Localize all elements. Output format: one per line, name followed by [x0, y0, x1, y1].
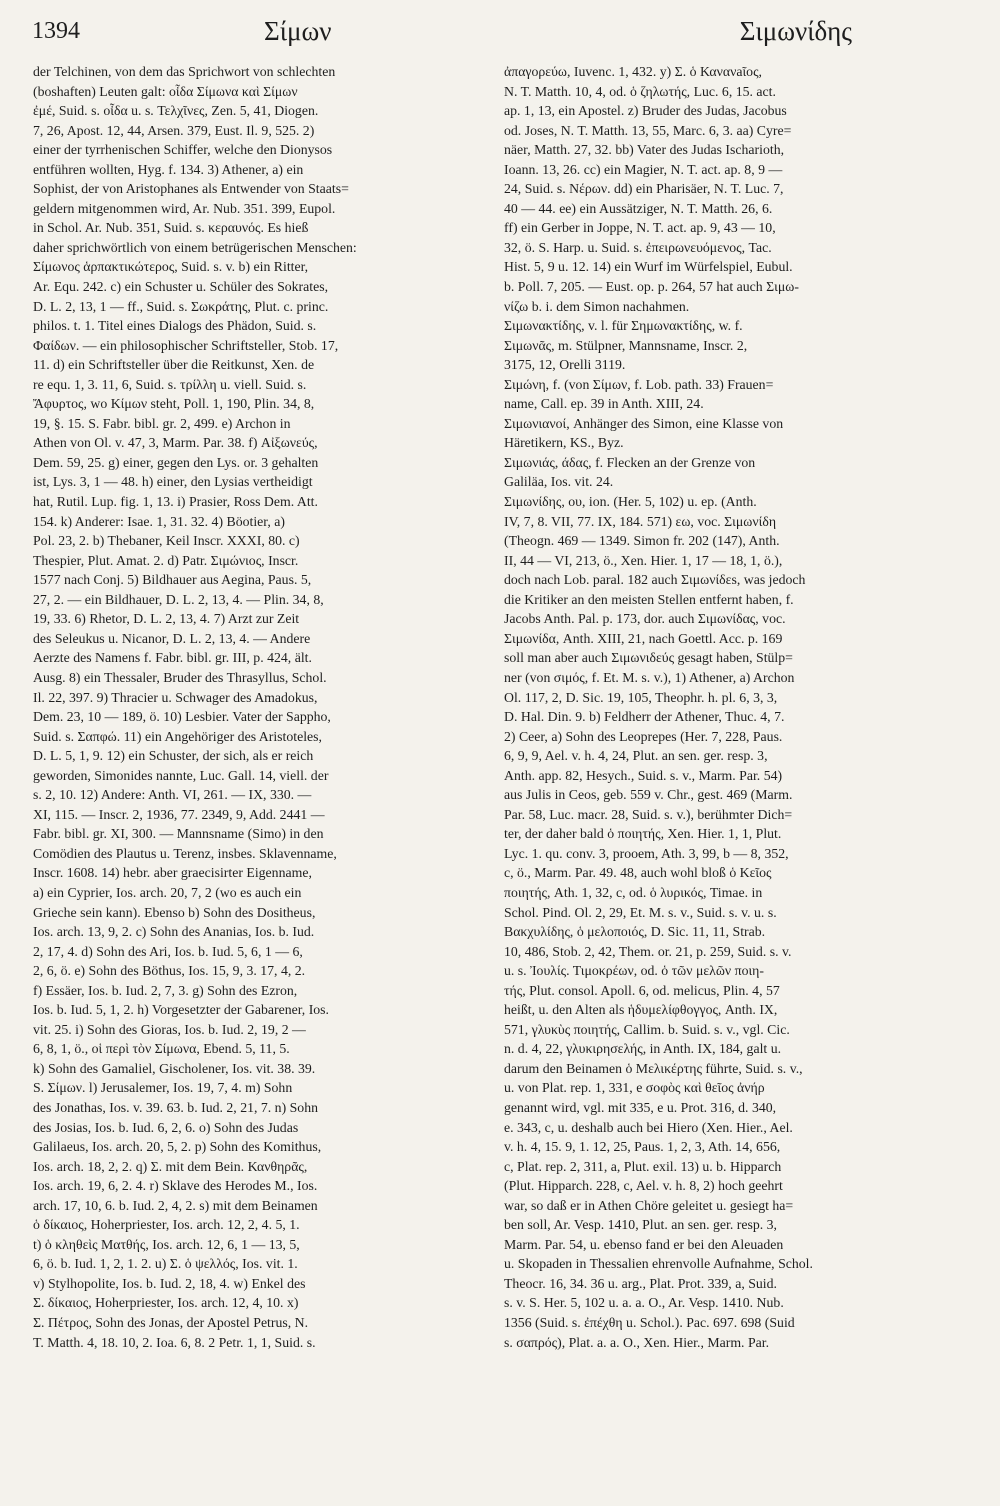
text-line: Σιμωνιανοί, Anhänger des Simon, eine Klasse von	[504, 415, 784, 431]
text-line: 571, γλυκὺς ποιητής, Callim. b. Suid. s. v., vgl. Cic.	[504, 1021, 790, 1037]
text-line: u. Skopaden in Thessalien ehrenvolle Aufnahme, Schol.	[504, 1256, 813, 1272]
text-line: (Plut. Hipparch. 228, c, Ael. v. h. 8, 2) hoch geehrt	[504, 1178, 783, 1194]
text-line: Sophist, der von Aristophanes als Entwender von Staats=	[33, 181, 349, 197]
text-line: Σιμωνακτίδης, v. l. für Σημωνακτίδης, w. f.	[504, 318, 743, 334]
text-line: 3175, 12, Orelli 3119.	[504, 357, 626, 373]
text-line: ap. 1, 13, ein Apostel. z) Bruder des Judas, Jacobus	[504, 103, 787, 119]
text-line: Thespier, Plut. Amat. 2. d) Patr. Σιμώνιος, Inscr.	[33, 552, 299, 568]
text-line: Σ. Πέτρος, Sohn des Jonas, der Apostel Petrus, N.	[33, 1315, 309, 1330]
text-line: die Kritiker an den meisten Stellen entfernt haben, f.	[504, 591, 794, 607]
text-line: Ios. b. Iud. 5, 1, 2. h) Vorgesetzter der Gabarener, Ios.	[33, 1002, 329, 1018]
page-header	[32, 14, 972, 54]
text-line: Dem. 59, 25. g) einer, gegen den Lys. or. 3 gehalten	[33, 454, 319, 470]
text-line: Ios. arch. 18, 2, 2. q) Σ. mit dem Bein. Κανθηρᾶς,	[33, 1158, 308, 1174]
text-line: ben soll, Ar. Vesp. 1410, Plut. an sen. ger. resp. 3,	[504, 1217, 777, 1233]
text-line: Βακχυλίδης, ὁ μελοποιός, D. Sic. 11, 11, Strab.	[504, 924, 766, 940]
text-line: u. s. Ἰουλίς. Τιμοκρέων, od. ὁ τῶν μελῶν ποιη-	[504, 963, 764, 979]
text-line: 11. d) ein Schriftsteller über die Reitkunst, Xen. de	[33, 357, 315, 373]
text-line: S. Σίμων. l) Jerusalemer, Ios. 19, 7, 4. m) Sohn	[33, 1080, 293, 1096]
text-line: daher sprichwörtlich von einem betrügerischen Menschen:	[33, 239, 357, 255]
text-line: Φαίδων. — ein philosophischer Schriftsteller, Stob. 17,	[33, 337, 339, 353]
text-line: Dem. 23, 10 — 189, ö. 10) Lesbier. Vater der Sappho,	[33, 709, 331, 725]
left-running-head: Σίμων	[264, 16, 332, 46]
text-line: Ar. Equ. 242. c) ein Schuster u. Schüler des Sokrates,	[33, 279, 329, 295]
text-line: 2, 6, ö. e) Sohn des Böthus, Ios. 15, 9, 3. 17, 4, 2.	[33, 963, 306, 979]
text-line: Par. 58, Luc. macr. 28, Suid. s. v.), berühmter Dich=	[504, 806, 793, 822]
text-line: name, Call. ep. 39 in Anth. XIII, 24.	[504, 396, 704, 412]
text-line: ἐμέ, Suid. s. οἶδα u. s. Τελχῖνες, Zen. 5, 41, Diogen.	[33, 103, 319, 119]
text-line: näer, Matth. 27, 32. bb) Vater des Judas Ischarioth,	[504, 142, 785, 158]
text-line: νίζω b. i. dem Simon nachahmen.	[504, 298, 690, 314]
text-line: v. h. 4, 15. 9, 1. 12, 25, Paus. 1, 2, 3, Ath. 14, 656,	[504, 1139, 781, 1155]
text-line: einer der tyrrhenischen Schiffer, welche den Dionysos	[33, 142, 333, 158]
text-line: 6, 8, 1, ö., οἱ περὶ τὸν Σίμωνα, Ebend. 5, 11, 5.	[33, 1041, 290, 1057]
text-line: 1356 (Suid. s. ἐπέχθη u. Schol.). Pac. 697. 698 (Suid	[504, 1315, 795, 1330]
text-line: ner (von σιμός, f. Et. M. s. v.), 1) Athener, a) Archon	[504, 669, 795, 685]
text-line: Ioann. 13, 26. cc) ein Magier, N. T. act. ap. 8, 9 —	[504, 161, 783, 177]
text-line: 40 — 44. ee) ein Aussätziger, N. T. Matth. 26, 6.	[504, 200, 773, 216]
text-line: T. Matth. 4, 18. 10, 2. Ioa. 6, 8. 2 Petr. 1, 1, Suid. s.	[33, 1334, 316, 1350]
text-line: 10, 486, Stob. 2, 42, Them. or. 21, p. 259, Suid. s. v.	[504, 943, 792, 959]
text-line: 32, ö. S. Harp. u. Suid. s. ἐπειρωνευόμενος, Tac.	[504, 239, 772, 255]
text-line: D. L. 2, 13, 1 — ff., Suid. s. Σωκράτης, Plut. c. princ.	[33, 298, 329, 314]
text-line: der Telchinen, von dem das Sprichwort von schlechten	[33, 64, 336, 79]
text-line: Pol. 23, 2. b) Thebaner, Keil Inscr. XXXI, 80. c)	[33, 533, 300, 549]
text-line: Lyc. 1. qu. conv. 3, prooem, Ath. 3, 99, b — 8, 352,	[504, 845, 789, 861]
text-line: 19, §. 15. S. Fabr. bibl. gr. 2, 499. e) Archon in	[33, 415, 291, 431]
text-line: Theocr. 16, 34. 36 u. arg., Plat. Prot. 339, a, Suid.	[504, 1275, 777, 1291]
text-line: Ausg. 8) ein Thessaler, Bruder des Thrasyllus, Schol.	[33, 669, 327, 685]
text-line: c, Plat. rep. 2, 311, a, Plut. exil. 13) u. b. Hipparch	[504, 1158, 782, 1174]
text-line: II, 44 — VI, 213, ö., Xen. Hier. 1, 17 — 18, 1, ö.),	[504, 552, 783, 568]
text-line: Ios. arch. 13, 9, 2. c) Sohn des Ananias, Ios. b. Iud.	[33, 924, 315, 940]
text-line: od. Joses, N. T. Matth. 13, 55, Marc. 6, 3. aa) Cyre=	[504, 122, 792, 138]
text-line: ὁ δίκαιος, Hoherpriester, Ios. arch. 12, 2, 4. 5, 1.	[33, 1217, 300, 1233]
text-line: D. Hal. Din. 9. b) Feldherr der Athener, Thuc. 4, 7.	[504, 709, 785, 725]
text-line: des Seleukus u. Nicanor, D. L. 2, 13, 4. — Andere	[33, 630, 311, 646]
text-line: ποιητής, Ath. 1, 32, c, od. ὁ λυρικός, Timae. in	[504, 884, 763, 900]
text-line: Fabr. bibl. gr. XI, 300. — Mannsname (Simo) in den	[33, 826, 324, 842]
text-line: vit. 25. i) Sohn des Gioras, Ios. b. Iud. 2, 19, 2 —	[33, 1021, 306, 1037]
text-line: Marm. Par. 54, u. ebenso fand er bei den Aleuaden	[504, 1236, 784, 1252]
text-line: Suid. s. Σαπφώ. 11) ein Angehöriger des Aristoteles,	[33, 728, 322, 744]
text-line: hat, Rutil. Lup. fig. 1, 13. i) Prasier, Ross Dem. Att.	[33, 494, 318, 510]
text-line: Ἄφυρτος, wo Κίμων steht, Poll. 1, 190, Plin. 34, 8,	[33, 396, 315, 412]
text-line: ff) ein Gerber in Joppe, N. T. act. ap. 9, 43 — 10,	[504, 220, 776, 236]
text-line: Hist. 5, 9 u. 12. 14) ein Wurf im Würfelspiel, Eubul.	[504, 259, 793, 275]
text-line: 6, 9, 9, Ael. v. h. 4, 24, Plut. an sen. ger. resp. 3,	[504, 748, 768, 764]
text-line: f) Essäer, Ios. b. Iud. 2, 7, 3. g) Sohn des Ezron,	[33, 982, 298, 998]
right-running-head: Σιμωνίδης	[739, 16, 852, 46]
text-line: Galiläa, Ios. vit. 24.	[504, 474, 614, 490]
text-line: t) ὁ κληθεὶς Ματθής, Ios. arch. 12, 6, 1 — 13, 5,	[33, 1236, 300, 1252]
text-line: (Theogn. 469 — 1349. Simon fr. 202 (147), Anth.	[504, 533, 780, 549]
text-line: ter, der daher bald ὁ ποιητής, Xen. Hier. 1, 1, Plut.	[504, 826, 782, 842]
text-line: entführen wollten, Hyg. f. 134. 3) Athener, a) ein	[33, 161, 304, 177]
text-line: Häretikern, KS., Byz.	[504, 435, 624, 451]
right-column	[504, 62, 964, 1352]
text-line: in Schol. Ar. Nub. 351, Suid. s. κεραυνός. Es hieß	[33, 220, 309, 236]
left-column	[33, 62, 493, 1352]
text-line: Σιμωνᾶς, m. Stülpner, Mannsname, Inscr. 2,	[504, 337, 748, 353]
text-line: s. 2, 10. 12) Andere: Anth. VI, 261. — IX, 330. —	[33, 787, 312, 803]
text-line: s. σαπρός), Plat. a. a. O., Xen. Hier., Marm. Par.	[504, 1334, 770, 1350]
text-line: 19, 33. 6) Rhetor, D. L. 2, 13, 4. 7) Arzt zur Zeit	[33, 611, 300, 627]
text-line: Σιμώνη, f. (von Σίμων, f. Lob. path. 33) Frauen=	[504, 376, 774, 392]
text-line: τής, Plut. consol. Apoll. 6, od. melicus, Plin. 4, 57	[504, 982, 780, 998]
text-line: 154. k) Anderer: Isae. 1, 31. 32. 4) Böotier, a)	[33, 513, 285, 529]
text-line: 27, 2. — ein Bildhauer, D. L. 2, 13, 4. — Plin. 34, 8,	[33, 591, 324, 607]
text-line: D. L. 5, 1, 9. 12) ein Schuster, der sich, als er reich	[33, 748, 314, 764]
text-line: genannt wird, vgl. mit 335, e u. Prot. 316, d. 340,	[504, 1099, 777, 1115]
text-line: 1577 nach Conj. 5) Bildhauer aus Aegina, Paus. 5,	[33, 572, 312, 588]
text-line: Σιμωνίδης, ου, ion. (Her. 5, 102) u. ep. (Anth.	[504, 494, 757, 510]
text-line: 2) Ceer, a) Sohn des Leoprepes (Her. 7, 228, Paus.	[504, 728, 783, 744]
text-line: ἀπαγορεύω, Iuvenc. 1, 432. y) Σ. ὁ Κανανaῖος,	[504, 64, 762, 79]
text-line: IV, 7, 8. VII, 77. IX, 184. 571) εω, voc. Σιμωνίδη	[504, 513, 777, 529]
text-line: Anth. app. 82, Hesych., Suid. s. v., Marm. Par. 54)	[504, 767, 783, 783]
text-line: doch nach Lob. paral. 182 auch Σιμωνίδεs, was jedoch	[504, 572, 806, 588]
text-line: a) ein Cyprier, Ios. arch. 20, 7, 2 (wo es auch ein	[33, 884, 302, 900]
page-number: 1394	[32, 18, 80, 44]
text-line: geldern mitgenommen wird, Ar. Nub. 351. 399, Eupol.	[33, 200, 336, 216]
text-line: re equ. 1, 3. 11, 6, Suid. s. τρίλλη u. viell. Suid. s.	[33, 376, 307, 392]
text-line: c, ö., Marm. Par. 49. 48, auch wohl bloß ὁ Κεῖος	[504, 865, 772, 881]
text-line: darum den Beinamen ὁ Μελικέρτης führte, Suid. s. v.,	[504, 1060, 803, 1076]
text-line: v) Stylhopolite, Ios. b. Iud. 2, 18, 4. w) Enkel des	[33, 1275, 306, 1291]
text-line: geworden, Simonides nannte, Luc. Gall. 14, viell. der	[33, 767, 329, 783]
text-line: Inscr. 1608. 14) hebr. aber graecisirter Eigenname,	[33, 865, 312, 881]
text-line: Ios. arch. 19, 6, 2. 4. r) Sklave des Herodes M., Ios.	[33, 1178, 318, 1194]
text-line: arch. 17, 10, 6. b. Iud. 2, 4, 2. s) mit dem Beinamen	[33, 1197, 318, 1213]
text-line: Σίμωνος ἁρπακτικώτερος, Suid. s. v. b) ein Ritter,	[33, 259, 309, 275]
text-line: des Jonathas, Ios. v. 39. 63. b. Iud. 2, 21, 7. n) Sohn	[33, 1099, 318, 1115]
text-line: Galilaeus, Ios. arch. 20, 5, 2. p) Sohn des Komithus,	[33, 1139, 322, 1155]
text-line: 24, Suid. s. Νέρων. dd) ein Pharisäer, N. T. Luc. 7,	[504, 181, 784, 197]
text-line: XI, 115. — Inscr. 2, 1936, 77. 2349, 9, Add. 2441 —	[33, 806, 325, 822]
text-line: 2, 17, 4. d) Sohn des Ari, Ios. b. Iud. 5, 6, 1 — 6,	[33, 943, 303, 959]
text-line: heißt, u. den Alten als ἡδυμελίφθογγος, Anth. IX,	[504, 1002, 778, 1018]
text-line: Grieche sein kann). Ebenso b) Sohn des Dositheus,	[33, 904, 316, 920]
text-line: war, so daß er in Athen Chöre geleitet u. gesiegt ha=	[504, 1197, 794, 1213]
text-line: Σιμωνιάς, άδας, f. Flecken an der Grenze von	[504, 454, 756, 470]
text-line: 6, ö. b. Iud. 1, 2, 1. 2. u) Σ. ὁ ψελλός, Ios. vit. 1.	[33, 1256, 298, 1272]
text-line: ist, Lys. 3, 1 — 48. h) einer, den Lysias vertheidigt	[33, 474, 313, 490]
text-line: e. 343, c, u. deshalb auch bei Hiero (Xen. Hier., Ael.	[504, 1119, 793, 1135]
text-line: k) Sohn des Gamaliel, Gischolener, Ios. vit. 38. 39.	[33, 1060, 316, 1076]
text-line: b. Poll. 7, 205. — Eust. op. p. 264, 57 hat auch Σιμω-	[504, 279, 799, 295]
text-line: Schol. Pind. Ol. 2, 29, Et. M. s. v., Suid. s. v. u. s.	[504, 904, 777, 920]
text-line: aus Julis in Ceos, geb. 559 v. Chr., gest. 469 (Marm.	[504, 787, 793, 803]
text-line: u. von Plat. rep. 1, 331, e σοφὸς καὶ θεῖος ἀνήρ	[504, 1080, 765, 1096]
text-line: N. T. Matth. 10, 4, od. ὁ ζηλωτής, Luc. 6, 15. act.	[504, 83, 776, 99]
text-line: philos. t. 1. Titel eines Dialogs des Phädon, Suid. s.	[33, 318, 317, 334]
text-line: des Josias, Ios. b. Iud. 6, 2, 6. o) Sohn des Judas	[33, 1119, 299, 1135]
text-line: Σιμωνίδα, Anth. XIII, 21, nach Goettl. Acc. p. 169	[504, 630, 783, 646]
text-line: Σ. δίκαιος, Hoherpriester, Ios. arch. 12, 4, 10. x)	[33, 1295, 299, 1311]
text-line: Il. 22, 397. 9) Thracier u. Schwager des Amadokus,	[33, 689, 318, 705]
text-line: (boshaften) Leuten galt: οἶδα Σίμωνα καὶ Σίμων	[33, 83, 298, 99]
text-line: Ol. 117, 2, D. Sic. 19, 105, Theophr. h. pl. 6, 3, 3,	[504, 689, 778, 705]
text-line: Comödien des Plautus u. Terenz, insbes. Sklavenname,	[33, 845, 337, 861]
text-line: Jacobs Anth. Pal. p. 173, dor. auch Σιμωνίδας, voc.	[504, 611, 786, 627]
text-line: s. v. S. Her. 5, 102 u. a. a. O., Ar. Vesp. 1410. Nub.	[504, 1295, 784, 1311]
text-line: n. d. 4, 22, γλυκιρησελής, in Anth. IX, 184, galt u.	[504, 1041, 782, 1057]
text-line: Athen von Ol. v. 47, 3, Marm. Par. 38. f) Αἰξωνεύς,	[33, 435, 318, 451]
text-line: Aerzte des Namens f. Fabr. bibl. gr. III, p. 424, ält.	[33, 650, 312, 666]
text-line: soll man aber auch Σιμωνιδεύς gesagt haben, Stülp=	[504, 650, 793, 666]
text-line: 7, 26, Apost. 12, 44, Arsen. 379, Eust. Il. 9, 525. 2)	[33, 122, 315, 138]
